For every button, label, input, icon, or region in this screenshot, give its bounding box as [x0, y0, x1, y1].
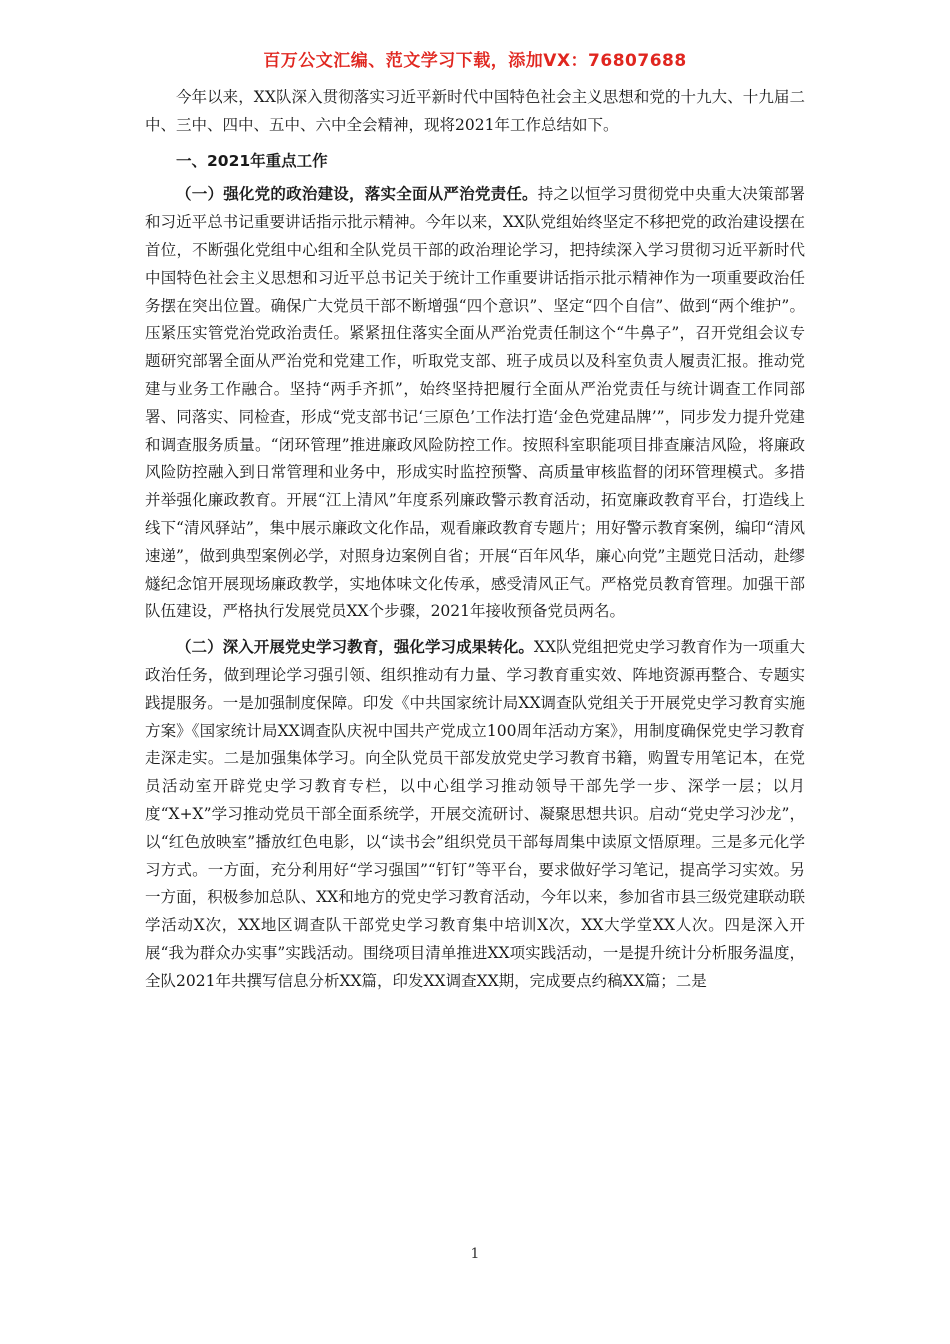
section-heading: 一、2021年重点工作 — [176, 151, 328, 170]
item2-paragraph — [145, 634, 805, 995]
page-number: 1 — [470, 1246, 480, 1262]
header-banner: 百万公文汇编、范文学习下载，添加VX：76807688 — [263, 51, 687, 71]
item1-paragraph — [145, 181, 805, 626]
item2-body: XX队党组把党史学习教育作为一项重大政治任务，做到理论学习强引领、组织推动有力量、学习教育重实效、阵地资源再整合、专题实践提服务。一是加强制度保障。印发《中共国家统计局XX调查队党组关于开展党史学习教育实施方案》《国家统计局XX调查队庆祝中国共产党成立100周年活动方案》，用制度确保党史学习教育走深走实。二是加强集体学习。向全队党员干部发放党史学习教育书籍，购置专用笔记本，在党员活动室开辟党史学习教育专栏，以中心组学习推动领导干部先学一步、深学一层；以月度“X+X”学习推动党员干部全面系统学，开展交流研讨、凝聚思想共识。启动“党史学习沙龙”，以“红色放映室”播放红色电影，以“读书会”组织党员干部每周集中读原文悟原理。三是多元化学习方式。一方面，充分利用好“学习强国”“钉钉”等平台，要求做好学习笔记，提高学习实效。另一方面，积极参加总队、XX和地方的党史学习教育活动，今年以来，参加省市县三级党建联动联学活动X次，XX地区调查队干部党史学习教育集中培训X次，XX大学堂XX人次。四是深入开展“我为群众办实事”实践活动。围绕项目清单推进XX项实践活动，一是提升统计分析服务温度，全队2021年共撰写信息分析XX篇，印发XX调查XX期，完成要点约稿XX篇；二是 — [145, 638, 805, 990]
intro-paragraph: 今年以来，XX队深入贯彻落实习近平新时代中国特色社会主义思想和党的十九大、十九届二中、三中、四中、五中、六中全会精神，现将2021年工作总结如下。 — [145, 88, 805, 134]
item1-lead: （一）强化党的政治建设，落实全面从严治党责任。 — [176, 185, 538, 204]
document-body — [145, 84, 805, 1004]
item1-body: 持之以恒学习贯彻党中央重大决策部署和习近平总书记重要讲话指示批示精神。今年以来，XX队党组始终坚定不移把党的政治建设摆在首位，不断强化党组中心组和全队党员干部的政治理论学习，把持续深入学习贯彻习近平新时代中国特色社会主义思想和习近平总书记关于统计工作重要讲话指示批示精神作为一项重要政治任务摆在突出位置。确保广大党员干部不断增强“四个意识”、坚定“四个自信”、做到“两个维护”。压紧压实管党治党政治责任。紧紧扭住落实全面从严治党责任制这个“牛鼻子”，召开党组会议专题研究部署全面从严治党和党建工作，听取党支部、班子成员以及科室负责人履责汇报。推动党建与业务工作融合。坚持“两手齐抓”，始终坚持把履行全面从严治党责任与统计调查工作同部署、同落实、同检查，形成“党支部书记‘三原色’工作法打造‘金色党建品牌’”，同步发力提升党建和调查服务质量。“闭环管理”推进廉政风险防控工作。按照科室职能项目排查廉洁风险，将廉政风险防控融入到日常管理和业务中，形成实时监控预警、高质量审核监督的闭环管理模式。多措并举强化廉政教育。开展“江上清风”年度系列廉政警示教育活动，拓宽廉政教育平台，打造线上线下“清风驿站”，集中展示廉政文化作品，观看廉政教育专题片；用好警示教育案例，编印“清风速递”，做到典型案例必学，对照身边案例自省；开展“百年风华，廉心向党”主题党日活动，赴缪燧纪念馆开展现场廉政教学，实地体味文化传承，感受清风正气。严格党员教育管理。加强干部队伍建设，严格执行发展党员XX个步骤，2021年接收预备党员两名。 — [145, 185, 805, 621]
item2-lead: （二）深入开展党史学习教育，强化学习成果转化。 — [176, 638, 534, 657]
